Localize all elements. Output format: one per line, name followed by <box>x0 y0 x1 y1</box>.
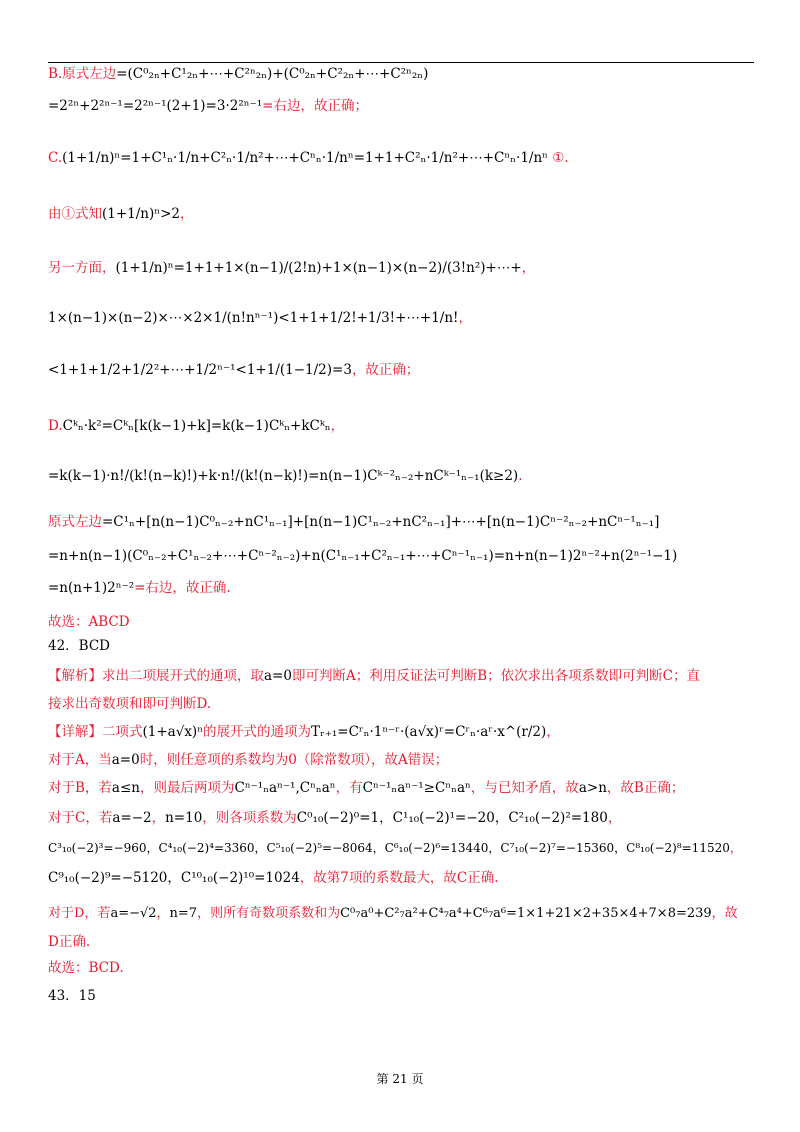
red-text: =右边，故正确. <box>134 580 231 596</box>
text-line <box>48 96 368 116</box>
black-text: n=7 <box>169 906 198 921</box>
black-text: =n(n+1)2ⁿ⁻² <box>48 580 135 596</box>
red-text: ， <box>729 841 742 855</box>
black-text: 43．15 <box>48 988 96 1004</box>
red-text: ， <box>156 906 170 921</box>
red-text: ，故B正确； <box>606 780 685 796</box>
red-text: ，故 <box>711 906 738 921</box>
black-text: a=−2 <box>112 810 152 826</box>
text-line <box>48 666 700 686</box>
red-text: 【解析】求出二项展开式的通项，取 <box>48 668 264 684</box>
red-text: ，则各项系数为 <box>202 810 297 826</box>
black-text: (1+1/n)ⁿ=1+C¹ₙ·1/n+C²ₙ·1/n²+⋯+Cⁿₙ·1/nⁿ=1+1+C²ₙ·1/n²+⋯+Cⁿₙ·1/nⁿ <box>62 150 549 166</box>
black-text: a=0 <box>264 668 292 684</box>
black-text: =k(k−1)·n!/(k!(n−k)!)+k·n!/(k!(n−k)!)=n(n−1)Cᵏ⁻²ₙ₋₂+nCᵏ⁻¹ₙ₋₁(k≥2) <box>48 468 519 484</box>
text-line <box>48 750 448 770</box>
text-line <box>48 204 194 224</box>
red-text: ，则所有奇数项系数和为 <box>197 906 341 921</box>
red-text: 故选：ABCD <box>48 614 130 630</box>
red-text: ，故正确； <box>351 362 420 378</box>
red-text: ， <box>521 260 536 276</box>
red-text: 对于B，若 <box>48 780 112 796</box>
black-text: <1+1+1/2+1/2²+⋯+1/2ⁿ⁻¹<1+1/(1−1/2)=3 <box>48 362 352 378</box>
black-text: C⁰₇a⁰+C²₇a²+C⁴₇a⁴+C⁶₇a⁶=1×1+21×2+35×4+7×8=239 <box>340 906 712 921</box>
red-text: 由①式知 <box>48 206 102 222</box>
red-text: ， <box>151 810 166 826</box>
black-text: =2²ⁿ+2²ⁿ⁻¹=2²ⁿ⁻¹(2+1)=3·2²ⁿ⁻¹ <box>48 98 263 114</box>
red-text: B.原式左边 <box>48 66 117 82</box>
red-text: ， <box>546 724 560 740</box>
black-text: =C¹ₙ+[n(n−1)C⁰ₙ₋₂+nC¹ₙ₋₁]+[n(n−1)C¹ₙ₋₂+nC²ₙ₋₁]+⋯+[n(n−1)Cⁿ⁻²ₙ₋₂+nCⁿ⁻¹ₙ₋₁] <box>102 514 660 530</box>
text-line <box>48 612 130 632</box>
red-text: ， <box>330 418 345 434</box>
red-text: ， <box>458 310 472 326</box>
black-text: 1×(n−1)×(n−2)×⋯×2×1/(n!nⁿ⁻¹)<1+1+1/2!+1/3!+⋯+1/n! <box>48 310 459 326</box>
text-line <box>48 808 621 828</box>
black-text: (1+1/n)ⁿ>2 <box>102 206 181 222</box>
text-line <box>48 778 684 798</box>
black-text: C⁹₁₀(−2)⁹=−5120，C¹⁰₁₀(−2)¹⁰=1024 <box>48 870 300 886</box>
black-text: Cⁿ⁻¹ₙaⁿ⁻¹,Cⁿₙaⁿ <box>234 780 336 796</box>
red-text: 故选：BCD. <box>48 960 124 976</box>
red-text: 接求出奇数项和即可判断D. <box>48 696 212 712</box>
black-text: =(C⁰₂ₙ+C¹₂ₙ+⋯+C²ⁿ₂ₙ)+(C⁰₂ₙ+C²₂ₙ+⋯+C²ⁿ₂ₙ) <box>116 66 429 82</box>
black-text: (1+1/n)ⁿ=1+1+1×(n−1)/(2!n)+1×(n−1)×(n−2)/(3!n²)+⋯+ <box>115 260 522 276</box>
red-text: ，则最后两项为 <box>139 780 235 796</box>
text-line <box>48 466 522 486</box>
red-text: 对于C，若 <box>48 810 113 826</box>
red-text: 对于D，若 <box>48 906 111 921</box>
black-text: =n+n(n−1)(C⁰ₙ₋₂+C¹ₙ₋₂+⋯+Cⁿ⁻²ₙ₋₂)+n(C¹ₙ₋₁+C²ₙ₋₁+⋯+Cⁿ⁻¹ₙ₋₁)=n+n(n−1)2ⁿ⁻²+n(2ⁿ⁻¹−1) <box>48 548 678 564</box>
text-line <box>48 636 110 656</box>
red-text: . <box>518 468 523 484</box>
text-line <box>48 546 677 566</box>
red-text: C. <box>48 150 63 166</box>
red-text: ①. <box>548 150 569 166</box>
text-line <box>48 578 231 598</box>
text-line <box>48 308 472 328</box>
text-line <box>48 416 344 436</box>
black-text: n=10 <box>165 810 203 826</box>
black-text: Tᵣ₊₁=Cʳₙ·1ⁿ⁻ʳ·(a√x)ʳ=Cʳₙ·aʳ·x^(r/2) <box>311 724 547 740</box>
text-line <box>48 722 560 742</box>
red-text: 原式左边 <box>48 514 102 530</box>
red-text: 即可判断A；利用反证法可判断B；依次求出各项系数即可判断C；直 <box>291 668 700 684</box>
red-text: ，有 <box>335 780 363 796</box>
black-text: Cᵏₙ·k²=Cᵏₙ[k(k−1)+k]=k(k−1)Cᵏₙ+kCᵏₙ <box>62 418 331 434</box>
black-text: 42．BCD <box>48 638 111 654</box>
red-text: 的展开式的通项为 <box>203 724 312 740</box>
text-line <box>48 512 659 532</box>
black-text: Cⁿ⁻¹ₙaⁿ⁻¹≥Cⁿₙaⁿ <box>362 780 471 796</box>
text-line <box>48 904 738 924</box>
black-text: a=0 <box>111 752 140 768</box>
page-number: 第 21 页 <box>376 1072 424 1086</box>
text-line <box>48 148 569 168</box>
black-text: C³₁₀(−2)³=−960，C⁴₁₀(−2)⁴=3360，C⁵₁₀(−2)⁵=−8064，C⁶₁₀(−2)⁶=13440，C⁷₁₀(−2)⁷=−15360，C⁸₁₀(−2)⁸=11520 <box>48 841 730 855</box>
text-line <box>48 694 211 714</box>
red-text: ， <box>180 206 194 222</box>
red-text: D. <box>48 418 63 434</box>
red-text: D正确. <box>48 934 91 950</box>
text-line <box>48 986 96 1006</box>
black-text: (1+a√x)ⁿ <box>142 724 204 740</box>
black-text: C⁰₁₀(−2)⁰=1，C¹₁₀(−2)¹=−20，C²₁₀(−2)²=180 <box>296 810 608 826</box>
red-text: 【详解】二项式 <box>48 724 143 740</box>
red-text: =右边，故正确； <box>262 98 368 114</box>
text-line <box>48 258 535 278</box>
black-text: a>n <box>578 780 607 796</box>
text-line <box>48 932 90 952</box>
text-line <box>48 838 742 858</box>
text-line <box>48 958 124 978</box>
red-text: 另一方面， <box>48 260 116 276</box>
red-text: 对于A，当 <box>48 752 112 768</box>
text-line <box>48 360 419 380</box>
black-text: a≤n <box>111 780 140 796</box>
red-text: ， <box>607 810 622 826</box>
red-text: ，与已知矛盾，故 <box>470 780 579 796</box>
red-text: ，故第7项的系数最大，故C正确. <box>299 870 499 886</box>
text-line <box>48 64 428 84</box>
text-line <box>48 868 499 888</box>
header-rule <box>48 62 754 63</box>
black-text: a=−√2 <box>110 906 157 921</box>
red-text: 时，则任意项的系数均为0（除常数项），故A错误； <box>139 752 449 768</box>
